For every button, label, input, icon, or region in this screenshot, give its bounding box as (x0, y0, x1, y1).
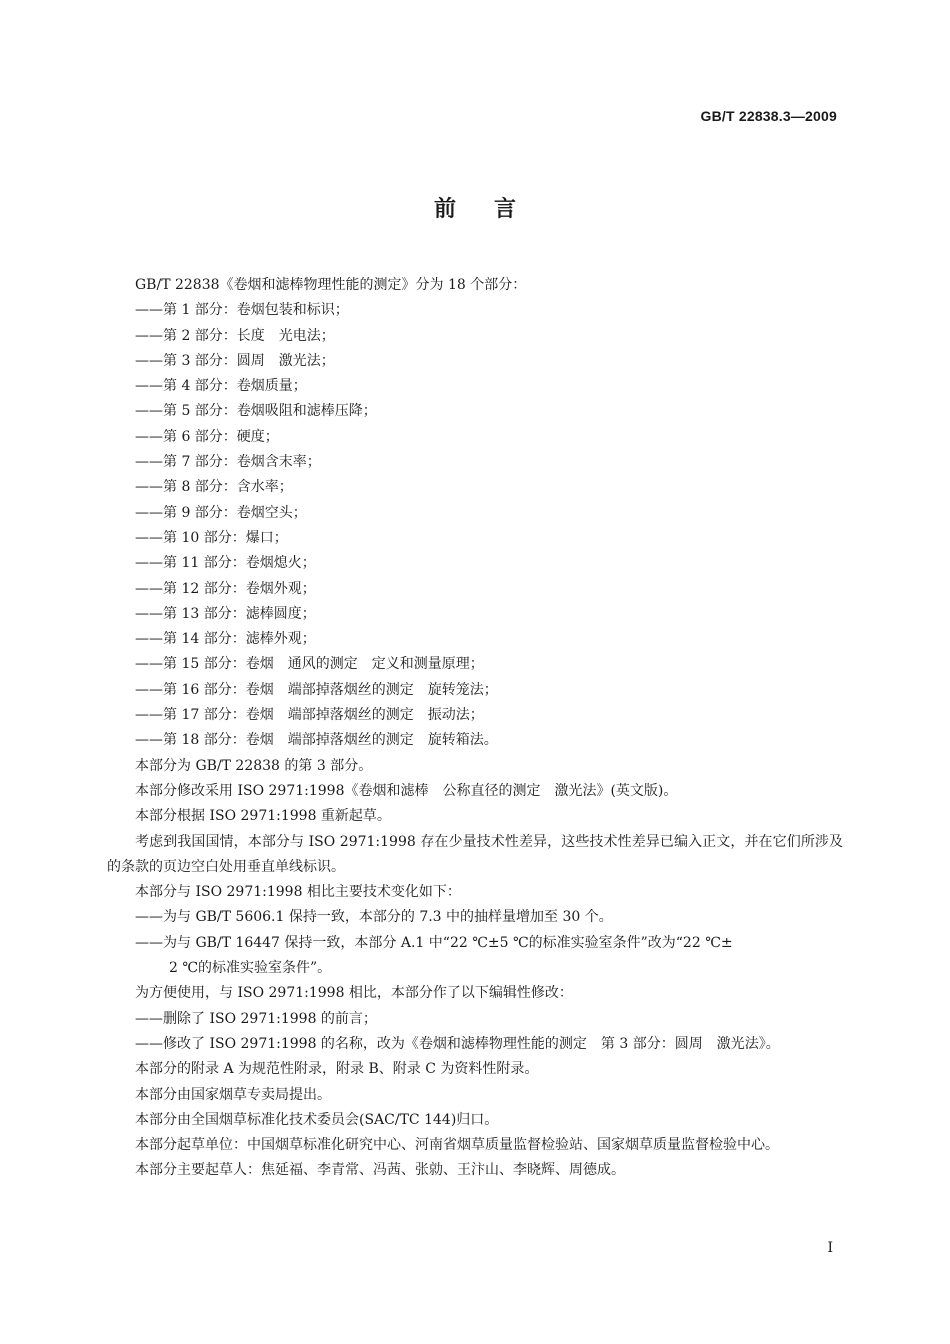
tech-changes-intro: 本部分与 ISO 2971:1998 相比主要技术变化如下： (135, 884, 461, 901)
differences-paragraph: 考虑到我国国情，本部分与 ISO 2971:1998 存在少量技术性差异，这些技术性差异已编入正文，并在它们所涉及的条款的页边空白处用垂直单线标识。 (107, 833, 843, 875)
modified-from-statement: 本部分修改采用 ISO 2971:1998《卷烟和滤棒 公称直径的测定 激光法》(英文版)。 (135, 782, 678, 799)
list-item: ——第 4 部分：卷烟质量； (135, 378, 307, 395)
list-item: ——第 8 部分：含水率； (135, 479, 293, 496)
parts-list (107, 298, 843, 753)
editorial-item: ——修改了 ISO 2971:1998 的名称，改为《卷烟和滤棒物理性能的测定 第 3 部分：圆周 激光法》。 (135, 1035, 780, 1052)
drafters-statement: 本部分主要起草人：焦延福、李青常、冯茜、张勍、王汴山、李晓辉、周德成。 (135, 1162, 625, 1179)
list-item: ——第 14 部分：滤棒外观； (135, 631, 316, 648)
list-item: ——第 11 部分：卷烟熄火； (135, 555, 316, 572)
page-title: 前言 (433, 196, 554, 222)
part-of-statement: 本部分为 GB/T 22838 的第 3 部分。 (135, 757, 373, 774)
centralized-by-statement: 本部分由全国烟草标准化技术委员会(SAC/TC 144)归口。 (135, 1111, 499, 1128)
list-item: ——第 6 部分：硬度； (135, 428, 279, 445)
list-item: ——第 18 部分：卷烟 端部掉落烟丝的测定 旋转箱法。 (135, 732, 498, 749)
drafting-units-paragraph: 本部分起草单位：中国烟草标准化研究中心、河南省烟草质量监督检验站、国家烟草质量监督检验中心。 (135, 1137, 779, 1154)
foreword-body (107, 273, 843, 1184)
list-item: ——第 13 部分：滤棒圆度； (135, 605, 316, 622)
list-item: ——第 5 部分：卷烟吸阻和滤棒压降； (135, 403, 377, 420)
list-item: ——第 15 部分：卷烟 通风的测定 定义和测量原理； (135, 656, 484, 673)
list-item: ——第 7 部分：卷烟含末率； (135, 454, 321, 471)
tech-change-item-continued: 2 ℃的标准实验室条件”。 (169, 960, 332, 977)
editorial-item: ——删除了 ISO 2971:1998 的前言； (135, 1010, 377, 1027)
list-item: ——第 17 部分：卷烟 端部掉落烟丝的测定 振动法； (135, 707, 484, 724)
intro-paragraph: GB/T 22838《卷烟和滤棒物理性能的测定》分为 18 个部分： (135, 277, 527, 293)
proposed-by-statement: 本部分由国家烟草专卖局提出。 (135, 1086, 331, 1103)
list-item: ——第 3 部分：圆周 激光法； (135, 352, 335, 369)
tech-change-item: ——为与 GB/T 5606.1 保持一致，本部分的 7.3 中的抽样量增加至 30 个。 (135, 909, 613, 926)
editorial-intro: 为方便使用，与 ISO 2971:1998 相比，本部分作了以下编辑性修改： (135, 985, 573, 1002)
standard-code: GB/T 22838.3—2009 (700, 108, 837, 124)
annexes-statement: 本部分的附录 A 为规范性附录，附录 B、附录 C 为资料性附录。 (135, 1061, 539, 1078)
page-number: I (827, 1240, 833, 1256)
list-item: ——第 1 部分：卷烟包装和标识； (135, 302, 349, 319)
list-item: ——第 2 部分：长度 光电法； (135, 327, 335, 344)
tech-change-item: ——为与 GB/T 16447 保持一致，本部分 A.1 中“22 ℃±5 ℃的标准实验室条件”改为“22 ℃± (135, 934, 733, 951)
list-item: ——第 10 部分：爆口； (135, 529, 288, 546)
list-item: ——第 9 部分：卷烟空头； (135, 504, 307, 521)
list-item: ——第 12 部分：卷烟外观； (135, 580, 316, 597)
redrafted-statement: 本部分根据 ISO 2971:1998 重新起草。 (135, 808, 391, 825)
list-item: ——第 16 部分：卷烟 端部掉落烟丝的测定 旋转笼法； (135, 681, 498, 698)
